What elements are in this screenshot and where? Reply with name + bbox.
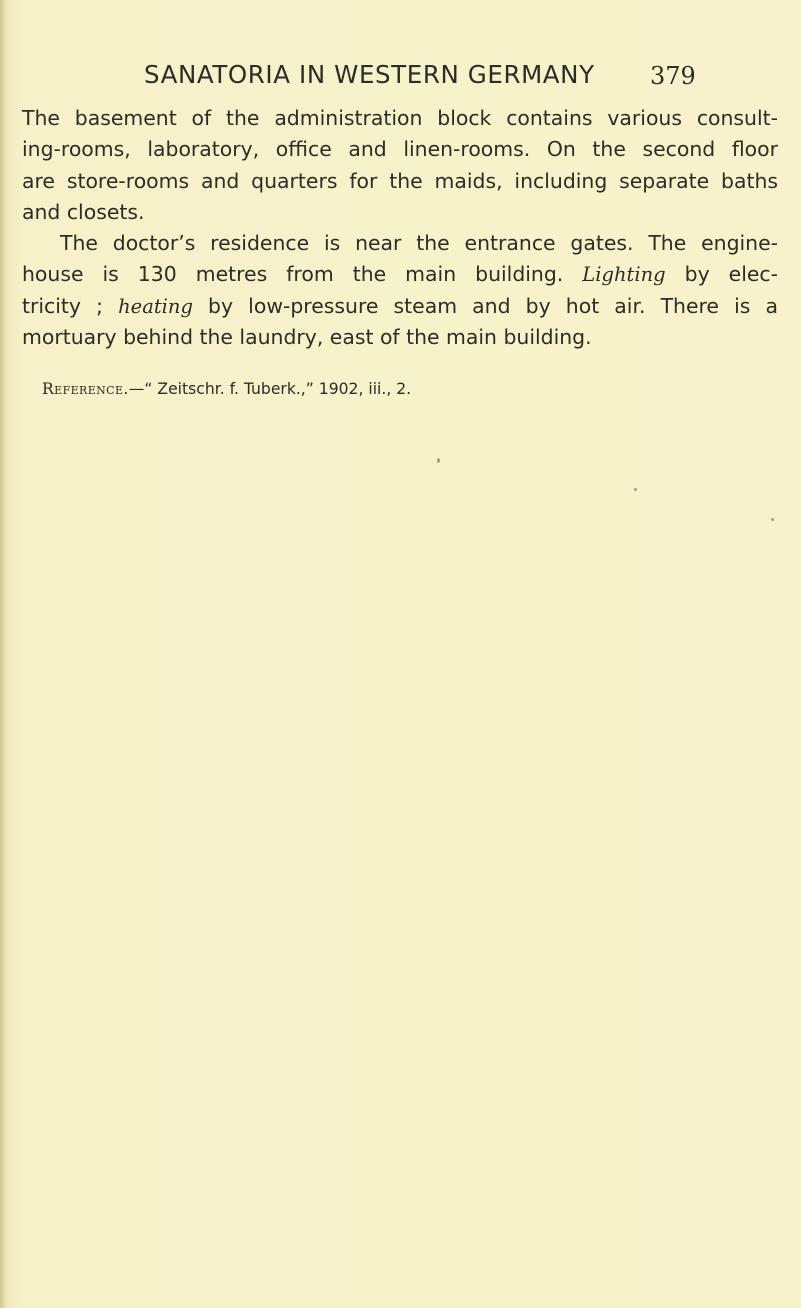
paragraph-2 <box>22 228 778 353</box>
text-line: and closets. <box>22 199 145 224</box>
reference-label: Reference. <box>42 380 129 398</box>
text-line: The basement of the administration block contains various consult- <box>22 106 778 130</box>
text-line: are store-rooms and quarters for the maids, including separate baths <box>22 168 778 193</box>
text-segment: tricity ; <box>22 293 119 318</box>
paragraph-1 <box>22 103 778 228</box>
text-line <box>22 259 778 290</box>
text-segment: by elec- <box>665 262 778 287</box>
text-line: ing-rooms, laboratory, office and linen-rooms. On the second floor <box>22 137 778 162</box>
paper-speck <box>771 518 774 521</box>
gutter-shadow <box>0 0 6 1308</box>
paper-speck <box>437 458 440 463</box>
text-segment: house is 130 metres from the main building. <box>22 262 583 287</box>
text-line: mortuary behind the laundry, east of the main building. <box>22 325 592 350</box>
text-segment: by low-pressure steam and by hot air. There is a <box>192 293 778 318</box>
italic-term-lighting: Lighting <box>582 263 666 287</box>
page-header <box>0 60 801 96</box>
reference-citation: —“ Zeitschr. f. Tuberk.,” 1902, iii., 2. <box>128 380 412 398</box>
italic-term-heating: heating <box>118 294 193 318</box>
paper-speck <box>634 488 637 491</box>
text-line <box>22 291 778 322</box>
page-number: 379 <box>650 62 696 90</box>
reference-note <box>42 380 411 398</box>
running-title: SANATORIA IN WESTERN GERMANY <box>144 60 595 89</box>
body-text <box>22 103 778 353</box>
text-line: The doctor’s residence is near the entrance gates. The engine- <box>60 231 778 256</box>
